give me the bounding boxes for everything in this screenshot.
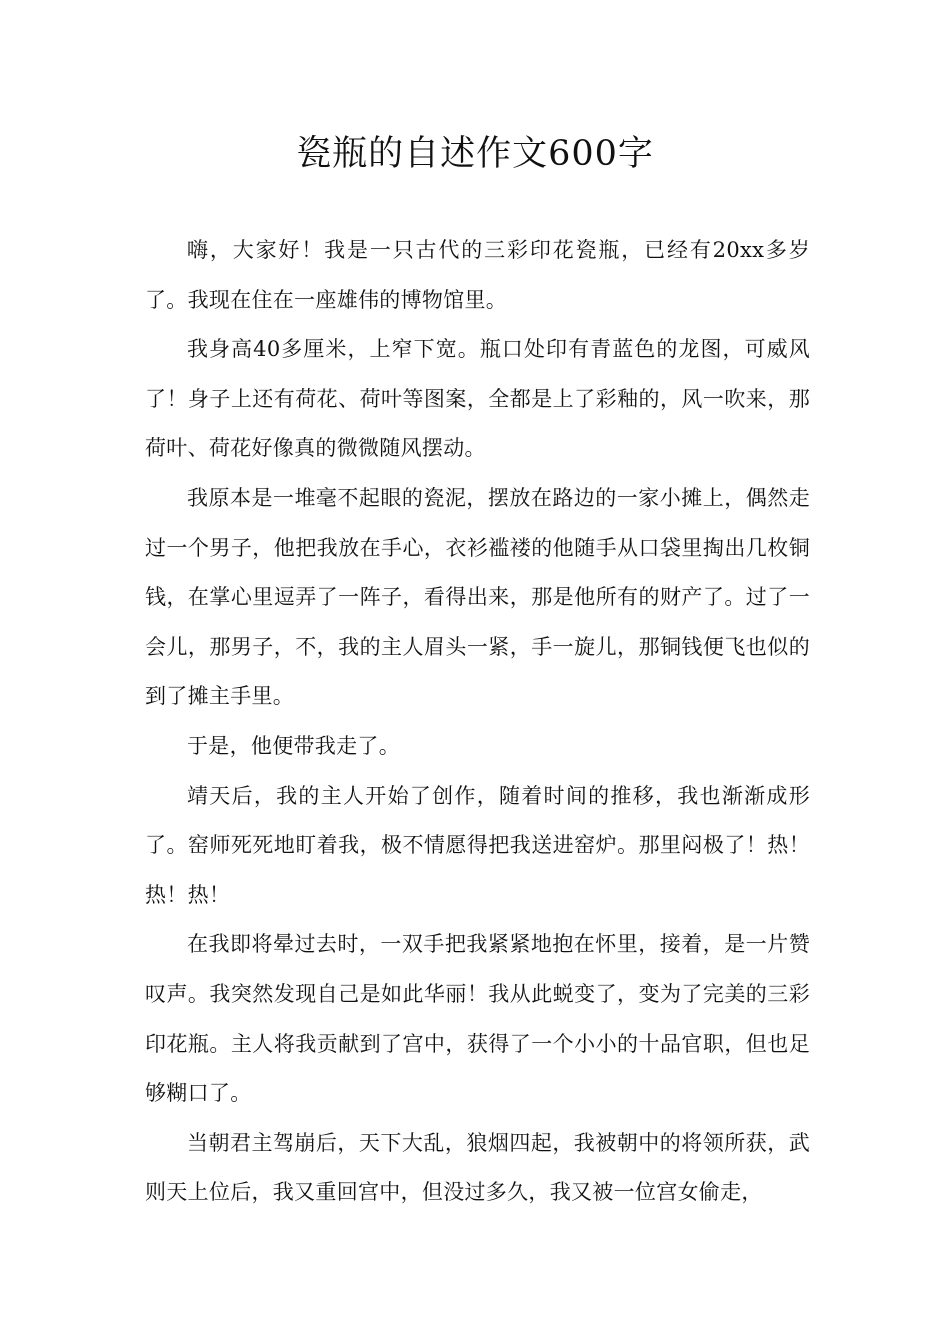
paragraph: 嗨，大家好！我是一只古代的三彩印花瓷瓶，已经有20xx多岁了。我现在住在一座雄伟的博物馆里。 <box>145 238 810 312</box>
paragraph: 当朝君主驾崩后，天下大乱，狼烟四起，我被朝中的将领所获，武则天上位后，我又重回宫中，但没过多久，我又被一位宫女偷走， <box>145 1130 810 1205</box>
paragraph: 在我即将晕过去时，一双手把我紧紧地抱在怀里，接着，是一片赞叹声。我突然发现自己是如此华丽！我从此蜕变了，变为了完美的三彩印花瓶。主人将我贡献到了宫中，获得了一个小小的十品官职，但也足够糊口了。 <box>145 932 810 1106</box>
document-body <box>145 226 810 1218</box>
paragraph: 我身高40多厘米，上窄下宽。瓶口处印有青蓝色的龙图，可威风了！身子上还有荷花、荷叶等图案，全都是上了彩釉的，风一吹来，那荷叶、荷花好像真的微微随风摆动。 <box>145 337 810 461</box>
paragraph: 靖天后，我的主人开始了创作，随着时间的推移，我也渐渐成形了。窑师死死地盯着我，极不情愿得把我送进窑炉。那里闷极了！热！热！热！ <box>145 783 810 907</box>
document-title: 瓷瓶的自述作文600字 <box>296 134 654 174</box>
paragraph: 我原本是一堆毫不起眼的瓷泥，摆放在路边的一家小摊上，偶然走过一个男子，他把我放在手心，衣衫褴褛的他随手从口袋里掏出几枚铜钱，在掌心里逗弄了一阵子，看得出来，那是他所有的财产了。过了一会儿，那男子，不，我的主人眉头一紧，手一旋儿，那铜钱便飞也似的到了摊主手里。 <box>145 485 810 709</box>
paragraph: 于是，他便带我走了。 <box>187 733 400 758</box>
